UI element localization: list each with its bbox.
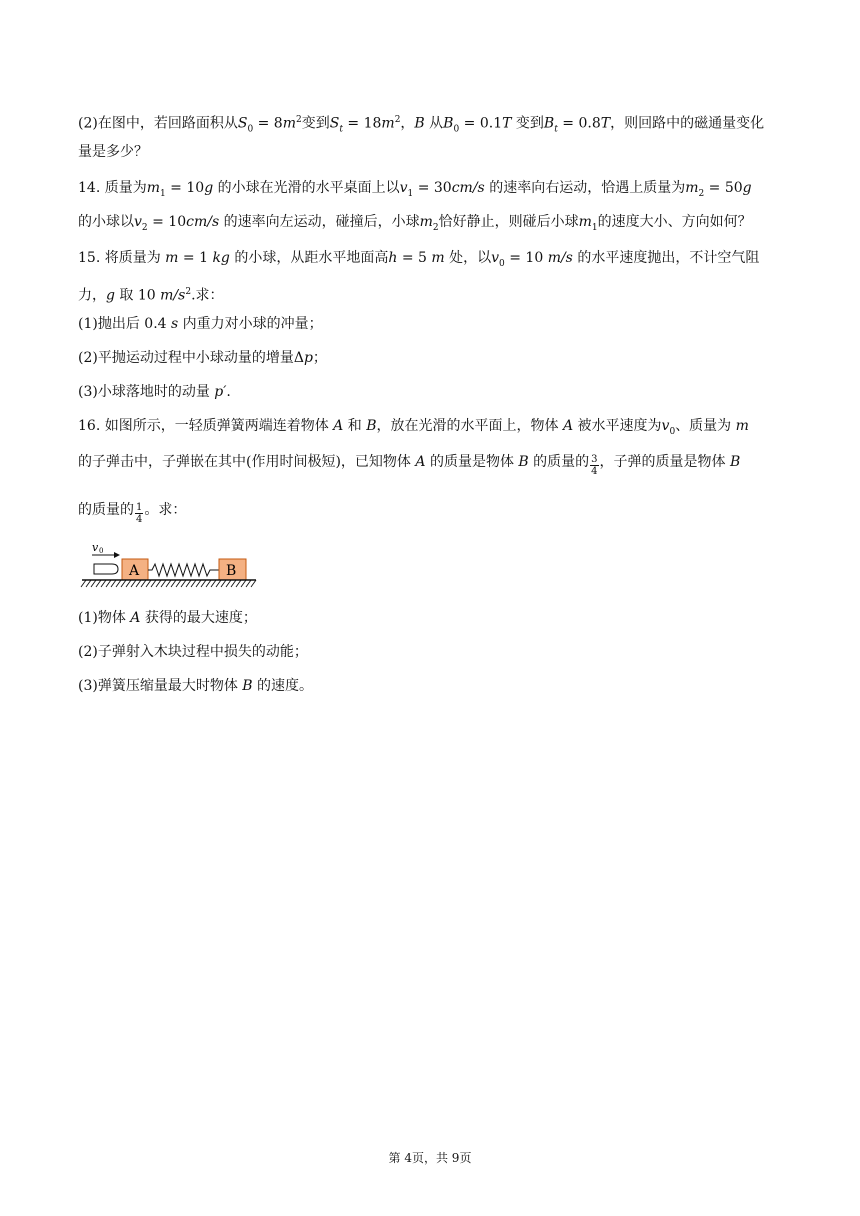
ground-hatch-mark (146, 580, 151, 587)
ground-hatch-mark (166, 580, 171, 587)
q15-part2: (2)平抛运动过程中小球动量的增量Δp； (78, 350, 327, 366)
ground-hatch-mark (216, 580, 221, 587)
ground-hatch-mark (206, 580, 211, 587)
fraction-three-quarters: $\frac{3}{4}$ (591, 454, 598, 477)
block-b-label: B (226, 563, 237, 579)
q14-line1: 14. 质量为$m_1 = 10g$ 的小球在光滑的水平桌面上以$v_1 = 30cm/s$ 的速率向右运动，恰遇上质量为$m_2 = 50g$ (78, 180, 752, 199)
ground-hatch-mark (171, 580, 176, 587)
q15-line2: 力，g 取 10 $m/s^2$.求： (78, 287, 224, 304)
spring-icon (148, 564, 219, 576)
q15-line1: 15. 将质量为 m = 1 kg 的小球，从距水平地面高h = 5 m 处，以$v_0 = 10$ m/s 的水平速度抛出，不计空气阻 (78, 250, 760, 269)
ground-hatch-mark (81, 580, 86, 587)
q15-part3: (3)小球落地时的动量 p′. (78, 384, 231, 400)
ground-hatch-mark (136, 580, 141, 587)
q15-part1: (1)抛出后 0.4 s 内重力对小球的冲量； (78, 316, 323, 332)
q16-line1: 16. 如图所示，一轻质弹簧两端连着物体 A 和 B，放在光滑的水平面上，物体 A 被水平速度为$v_0$、质量为 m (78, 418, 749, 437)
q13-part2-line2: 量是多少？ (78, 144, 148, 160)
ground-hatch-mark (141, 580, 146, 587)
ground-hatch-mark (181, 580, 186, 587)
velocity-subscript: 0 (99, 547, 104, 555)
ground-hatch-mark (176, 580, 181, 587)
ground-hatch-mark (156, 580, 161, 587)
bullet-icon (94, 564, 118, 574)
fraction-one-quarter: $\frac{1}{4}$ (136, 502, 143, 525)
velocity-label: v (92, 541, 99, 554)
q16-part3: (3)弹簧压缩量最大时物体 B 的速度。 (78, 678, 314, 694)
ground-hatch-mark (226, 580, 231, 587)
ground-hatch-mark (91, 580, 96, 587)
ground-surface (81, 580, 256, 587)
block-a-label: A (129, 563, 140, 579)
q16-part1: (1)物体 A 获得的最大速度； (78, 610, 257, 626)
ground-hatch-mark (211, 580, 216, 587)
q16-line2: 的子弹击中，子弹嵌在其中(作用时间极短)，已知物体 A 的质量是物体 B 的质量的 $\frac{3}{4}$ ，子弹的质量是物体 B (78, 454, 741, 477)
ground-hatch-mark (161, 580, 166, 587)
ground-hatch-mark (191, 580, 196, 587)
q14-line2: 的小球以$v_2 = 10cm/s$ 的速率向左运动，碰撞后，小球$m_2$恰好静止，则碰后小球$m_1$的速度大小、方向如何？ (78, 214, 752, 233)
spring-block-diagram (78, 540, 260, 600)
ground-hatch-mark (236, 580, 241, 587)
ground-hatch-mark (246, 580, 251, 587)
ground-hatch-mark (241, 580, 246, 587)
ground-hatch-mark (101, 580, 106, 587)
ground-hatch-mark (186, 580, 191, 587)
ground-hatch-mark (126, 580, 131, 587)
ground-hatch-mark (111, 580, 116, 587)
ground-hatch-mark (116, 580, 121, 587)
ground-hatch-mark (151, 580, 156, 587)
page-footer: 第 4页，共 9页 (388, 1151, 472, 1165)
ground-hatch-mark (86, 580, 91, 587)
q16-line3: 的质量的 $\frac{1}{4}$ 。求： (78, 502, 187, 525)
ground-hatch-mark (251, 580, 256, 587)
ground-hatch-mark (231, 580, 236, 587)
q13-part2-line1: (2)在图中，若回路面积从$S_0 = 8m^2$变到$S_t = 18m^2$，B 从$B_0 = 0.1T$ 变到$B_t = 0.8T$，则回路中的磁通量变化 (78, 115, 765, 135)
ground-hatch-mark (221, 580, 226, 587)
ground-hatch-mark (201, 580, 206, 587)
ground-hatch-mark (121, 580, 126, 587)
ground-hatch-mark (106, 580, 111, 587)
ground-hatch-mark (96, 580, 101, 587)
q16-part2: (2)子弹射入木块过程中损失的动能； (78, 644, 308, 660)
spring-block-svg (78, 540, 260, 596)
ground-hatch-mark (131, 580, 136, 587)
ground-hatch-mark (196, 580, 201, 587)
